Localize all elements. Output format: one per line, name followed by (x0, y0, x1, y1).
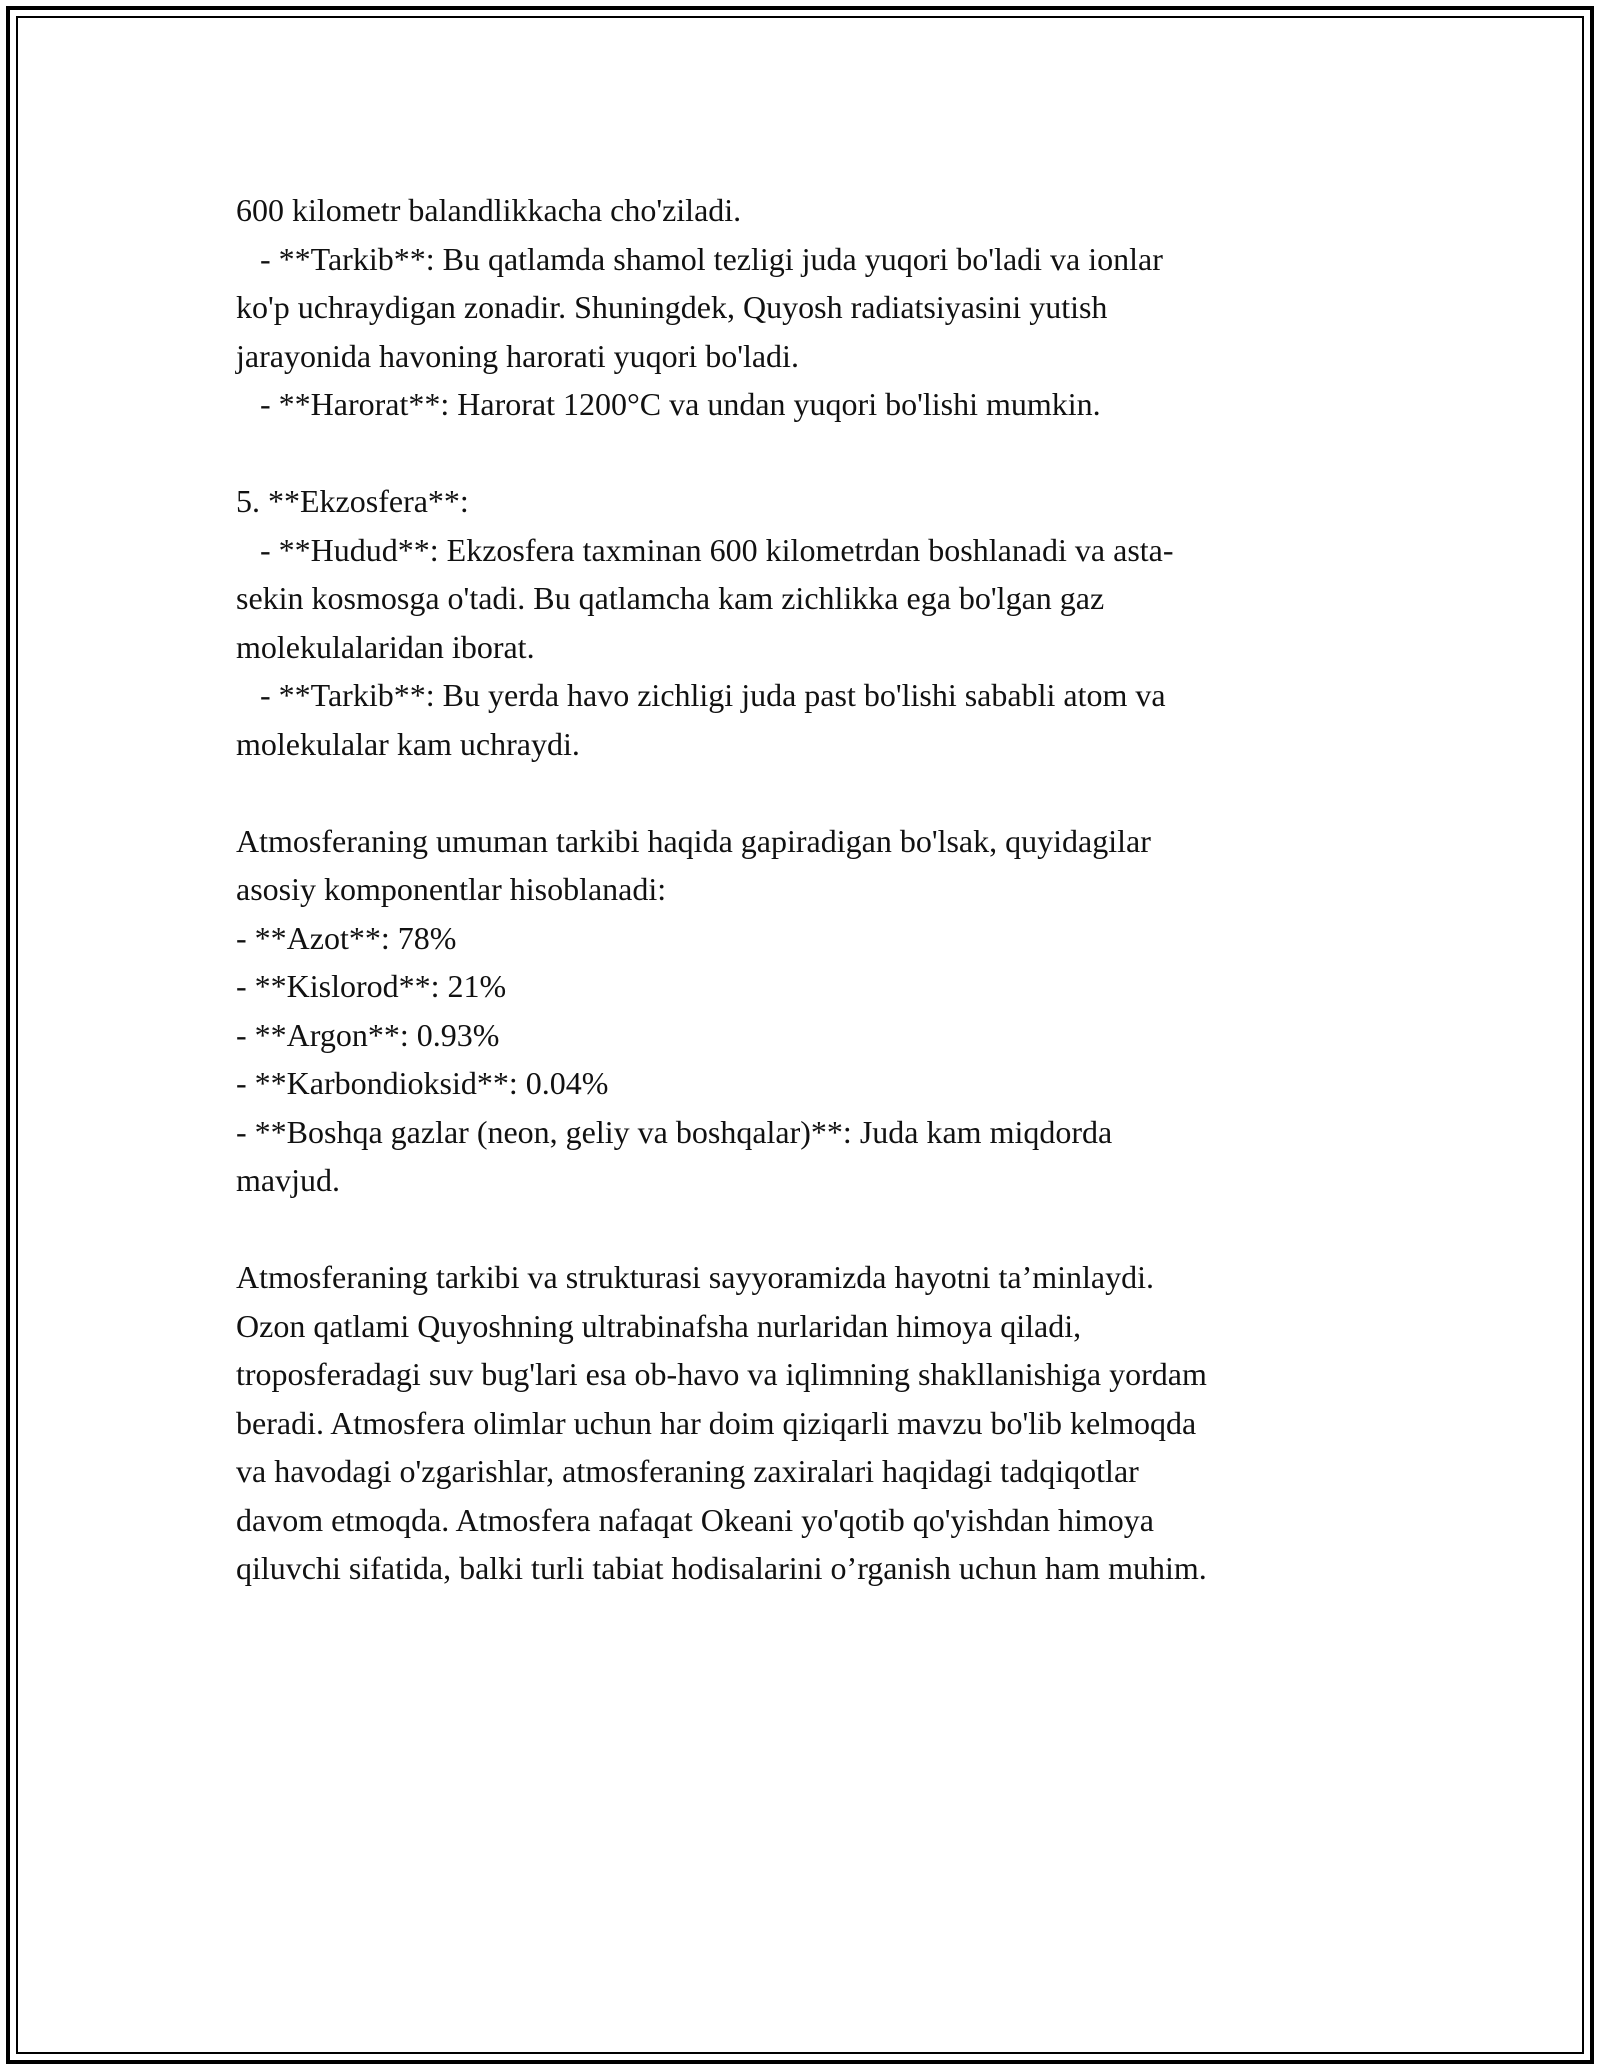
text-line: - **Hudud**: Ekzosfera taxminan 600 kilometrdan boshlanadi va asta- (236, 531, 1174, 568)
blank-line (236, 1205, 1366, 1254)
blank-line (236, 768, 1366, 817)
document-body (236, 186, 1366, 1593)
list-item: - **Argon**: 0.93% (236, 1016, 500, 1053)
text-line: - **Tarkib**: Bu qatlamda shamol tezligi juda yuqori bo'ladi va ionlar (236, 240, 1163, 277)
list-item: - **Boshqa gazlar (neon, geliy va boshqalar)**: Juda kam miqdorda (236, 1113, 1113, 1150)
list-item: - **Azot**: 78% (236, 919, 457, 956)
text-line: ko'p uchraydigan zonadir. Shuningdek, Quyosh radiatsiyasini yutish (236, 289, 1108, 325)
text-line: jarayonida havoning harorati yuqori bo'ladi. (236, 337, 799, 374)
text-line: Atmosferaning umuman tarkibi haqida gapiradigan bo'lsak, quyidagilar (236, 822, 1151, 859)
text-line: - **Tarkib**: Bu yerda havo zichligi juda past bo'lishi sababli atom va (236, 677, 1166, 713)
list-item: - **Kislorod**: 21% (236, 968, 507, 1004)
text-line: molekulalaridan iborat. (236, 628, 535, 665)
text-line: Atmosferaning tarkibi va strukturasi sayyoramizda hayotni ta’minlaydi. (236, 1259, 1154, 1295)
text-line: va havodagi o'zgarishlar, atmosferaning zaxiralari haqidagi tadqiqotlar (236, 1453, 1139, 1489)
text-line: troposferadagi suv bug'lari esa ob-havo va iqlimning shakllanishiga yordam (236, 1356, 1207, 1392)
text-line: sekin kosmosga o'tadi. Bu qatlamcha kam zichlikka ega bo'lgan gaz (236, 580, 1105, 616)
text-line: qiluvchi sifatida, balki turli tabiat hodisalarini o’rganish uchun ham muhim. (236, 1550, 1207, 1586)
text-line: Ozon qatlami Quyoshning ultrabinafsha nurlaridan himoya qiladi, (236, 1307, 1082, 1344)
text-line: asosiy komponentlar hisoblanadi: (236, 871, 667, 907)
text-line: mavjud. (236, 1162, 340, 1198)
list-item: - **Karbondioksid**: 0.04% (236, 1065, 609, 1101)
text-line: - **Harorat**: Harorat 1200°C va undan yuqori bo'lishi mumkin. (236, 386, 1101, 422)
text-line: beradi. Atmosfera olimlar uchun har doim qiziqarli mavzu bo'lib kelmoqda (236, 1404, 1197, 1441)
blank-line (236, 429, 1366, 478)
text-line: molekulalar kam uchraydi. (236, 725, 580, 762)
section-heading: 5. **Ekzosfera**: (236, 483, 469, 519)
text-line: davom etmoqda. Atmosfera nafaqat Okeani yo'qotib qo'yishdan himoya (236, 1501, 1154, 1538)
text-line: 600 kilometr balandlikkacha cho'ziladi. (236, 192, 742, 228)
